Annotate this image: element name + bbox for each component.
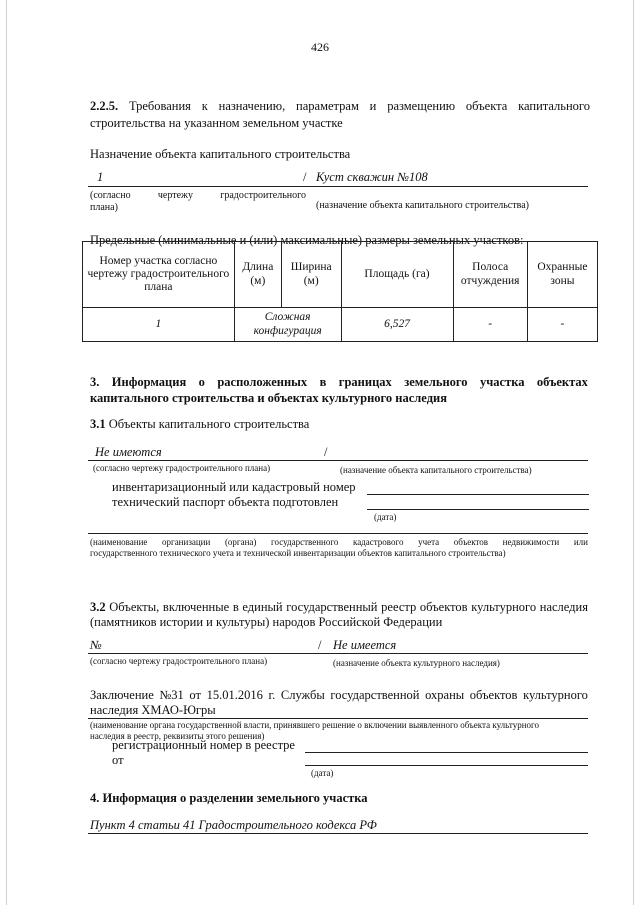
header-width: Ширина (м) (281, 242, 341, 308)
registry-label-line2: от (112, 753, 124, 767)
scan-edge-left (6, 0, 7, 905)
date-label: (дата) (374, 512, 397, 522)
cell-plot: 1 (83, 308, 235, 342)
section-31-title: 3.1 Объекты капитального строительства (90, 417, 310, 431)
date-label: (дата) (311, 768, 334, 778)
caption-left-line1: (согласно чертежу градостроительного (90, 190, 306, 201)
caption-right: (назначение объекта культурного наследия) (333, 658, 500, 668)
cell-zones: - (527, 308, 597, 342)
section-225-title-line2: строительства на указанном земельном участке (90, 116, 343, 130)
caption-left: (согласно чертежу градостроительного плана) (93, 463, 271, 473)
section-3-title-line2: капитального строительства и объектах культурного наследия (90, 391, 447, 405)
underline (305, 752, 588, 753)
section-225-title-line1: 2.2.5. Требования к назначению, параметрам и размещению объекта капитального (90, 99, 590, 113)
section-31-value: Не имеются (95, 445, 162, 459)
slash-separator: / (303, 170, 307, 184)
scan-edge-right (633, 0, 634, 905)
section-4-value: Пункт 4 статьи 41 Градостроительного кодекса РФ (90, 818, 377, 832)
section-32-value: Не имеется (333, 638, 397, 652)
underline (88, 460, 588, 461)
underline (367, 509, 589, 510)
cell-area: 6,527 (341, 308, 453, 342)
underline (305, 765, 588, 766)
purpose-label: Назначение объекта капитального строительства (90, 147, 351, 161)
page-number: 426 (311, 40, 329, 54)
underline (88, 833, 588, 834)
inventory-label-line1: инвентаризационный или кадастровый номер (112, 480, 356, 494)
caption-left-line2: плана) (90, 202, 118, 213)
header-plot: Номер участка согласно чертежу градостроительного плана (83, 242, 235, 308)
caption-right: (назначение объекта капитального строительства) (340, 465, 532, 475)
header-area: Площадь (га) (341, 242, 453, 308)
underline (88, 718, 588, 719)
authority-caption-line1: (наименование органа государственной власти, принявшего решение о включении выявленного объекта культурного (90, 720, 540, 730)
slash-separator: / (318, 638, 322, 652)
underline (88, 533, 588, 534)
section-32-title-line2: (памятников истории и культуры) народов Российской Федерации (90, 615, 443, 629)
object-name: Куст скважин №108 (316, 170, 428, 184)
header-length: Длина (м) (234, 242, 281, 308)
number-label: № (90, 638, 102, 652)
inventory-label-line2: технический паспорт объекта подготовлен (112, 495, 339, 509)
plot-number: 1 (97, 170, 104, 184)
underline (88, 653, 588, 654)
caption-left: (согласно чертежу градостроительного плана) (90, 656, 268, 666)
section-32-title-line1: 3.2 Объекты, включенные в единый государственный реестр объектов культурного наследия (90, 600, 588, 614)
org-caption-line2: государственного технического учета и технической инвентаризации объектов капитального строительства) (90, 548, 506, 558)
cell-dims: Сложная конфигурация (234, 308, 341, 342)
limits-table (82, 241, 598, 342)
registry-label-line1: регистрационный номер в реестре (112, 738, 295, 752)
underline (367, 494, 589, 495)
limits-title: Предельные (минимальные и (или) максимальные) размеры земельных участков: (90, 233, 524, 247)
caption-right: (назначение объекта капитального строительства) (316, 200, 529, 211)
underline (88, 186, 588, 187)
cell-strip: - (453, 308, 527, 342)
org-caption-line1: (наименование организации (органа) государственного кадастрового учета объектов недвижимости или (90, 537, 588, 547)
conclusion-line1: Заключение №31 от 15.01.2016 г. Службы государственной охраны объектов культурного (90, 688, 588, 702)
header-strip: Полоса отчуждения (453, 242, 527, 308)
header-zones: Охранные зоны (527, 242, 597, 308)
section-4-title: 4. Информация о разделении земельного участка (90, 791, 368, 805)
table-header-row (83, 242, 598, 308)
conclusion-line2: наследия ХМАО-Югры (90, 703, 216, 717)
authority-caption-line2: наследия в реестр, реквизиты этого решения) (90, 731, 265, 741)
section-3-title-line1: 3. Информация о расположенных в границах земельного участка объектах (90, 375, 588, 389)
slash-separator: / (324, 445, 328, 459)
table-row (83, 308, 598, 342)
